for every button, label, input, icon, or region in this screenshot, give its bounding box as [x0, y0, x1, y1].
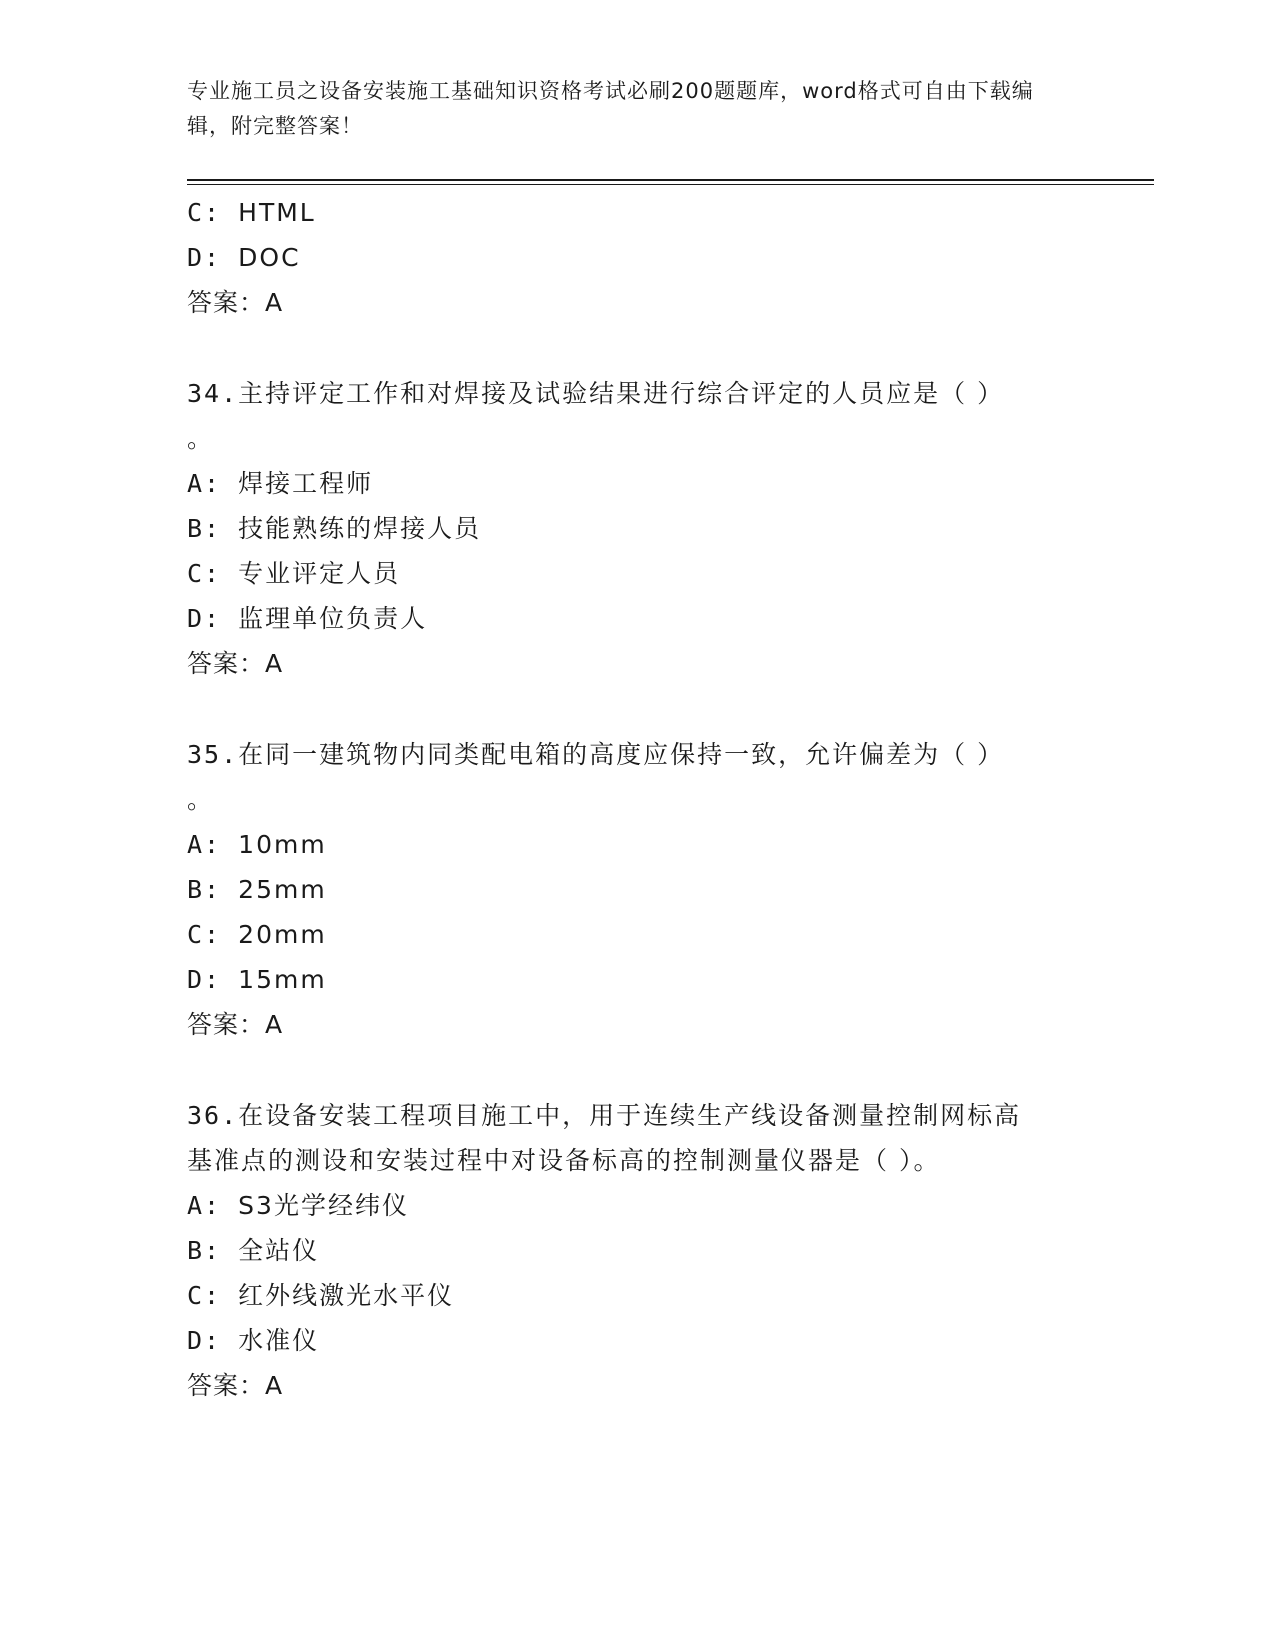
option-line [187, 822, 1087, 867]
option-line [187, 1228, 1087, 1273]
question-number: 36. [187, 1101, 239, 1130]
answer-line: 答案：A [187, 1010, 284, 1039]
document-header: 专业施工员之设备安装施工基础知识资格考试必刷200题题库，word格式可自由下载编辑，附完整答案！ [187, 79, 1034, 138]
answer-line: 答案：A [187, 288, 284, 317]
question-stem-line2: 。 [187, 785, 215, 814]
option-line [187, 461, 1087, 506]
option-label: C: [187, 1281, 222, 1310]
option-text: 技能熟练的焊接人员 [238, 514, 482, 543]
option-line [187, 235, 1087, 280]
option-line [187, 551, 1087, 596]
option-text: 10mm [238, 830, 327, 859]
option-text: 焊接工程师 [238, 469, 374, 498]
document-content [187, 190, 1087, 1408]
question-stem [187, 371, 1087, 416]
header-rule-thin [187, 184, 1154, 185]
option-line [187, 1273, 1087, 1318]
option-text: 15mm [238, 965, 327, 994]
question-stem [187, 732, 1087, 777]
option-text: 20mm [238, 920, 327, 949]
question-number: 34. [187, 379, 239, 408]
question-stem-line1: 在设备安装工程项目施工中，用于连续生产线设备测量控制网标高 [238, 1101, 1022, 1130]
option-label: A: [187, 830, 222, 859]
question-number: 35. [187, 740, 239, 769]
option-label: A: [187, 1191, 222, 1220]
option-line [187, 506, 1087, 551]
header-rule-thick [187, 179, 1154, 181]
option-label: D: [187, 965, 222, 994]
option-text: 红外线激光水平仪 [238, 1281, 455, 1310]
question-stem-line1: 主持评定工作和对焊接及试验结果进行综合评定的人员应是（ ） [238, 379, 1005, 408]
option-text: 监理单位负责人 [238, 604, 428, 633]
question-stem-line1: 在同一建筑物内同类配电箱的高度应保持一致，允许偏差为（ ） [238, 740, 1005, 769]
option-text: HTML [238, 198, 316, 227]
option-line [187, 957, 1087, 1002]
question-stem [187, 1093, 1087, 1138]
option-label: D: [187, 243, 222, 272]
option-text: S3光学经纬仪 [238, 1191, 409, 1220]
option-text: 水准仪 [238, 1326, 320, 1355]
option-label: D: [187, 604, 222, 633]
option-line [187, 912, 1087, 957]
question-stem-line2: 。 [187, 424, 215, 453]
option-line [187, 596, 1087, 641]
option-text: DOC [238, 243, 301, 272]
answer-line: 答案：A [187, 1371, 284, 1400]
option-text: 全站仪 [238, 1236, 320, 1265]
option-label: B: [187, 514, 222, 543]
option-line [187, 1318, 1087, 1363]
option-label: B: [187, 1236, 222, 1265]
answer-line: 答案：A [187, 649, 284, 678]
option-label: C: [187, 559, 222, 588]
option-line [187, 867, 1087, 912]
option-line [187, 1183, 1087, 1228]
option-text: 25mm [238, 875, 327, 904]
option-label: C: [187, 198, 222, 227]
option-label: D: [187, 1326, 222, 1355]
option-label: C: [187, 920, 222, 949]
question-stem-line2: 基准点的测设和安装过程中对设备标高的控制测量仪器是（ ）。 [187, 1146, 941, 1175]
option-label: B: [187, 875, 222, 904]
option-label: A: [187, 469, 222, 498]
option-line [187, 190, 1087, 235]
option-text: 专业评定人员 [238, 559, 401, 588]
